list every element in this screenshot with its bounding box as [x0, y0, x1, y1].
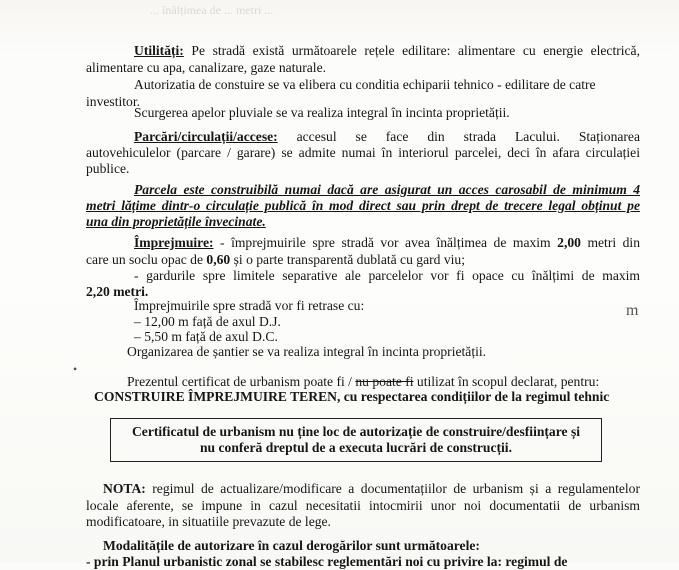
parcari-line-3: publice.	[86, 161, 130, 176]
margin-dot: •	[73, 362, 78, 376]
imprejmuire-soclu-value: 0,60	[206, 252, 231, 267]
nota-text-1: regimul de actualizare/modificare a documentațiilor de urbanism și a regulamentelor	[145, 481, 640, 496]
prezentul-text-1a: Prezentul certificat de urbanism poate fi /	[127, 374, 356, 389]
imprejmuire-text-1a: - împrejmuirile spre stradă vor avea înălțimea de maxim	[213, 235, 558, 250]
parcela-line-2: metri lățime dintr-o circulație publică în mod direct sau prin drept de trecere legal obținut pe	[86, 198, 640, 213]
imprejmuire-line-8: Organizarea de șantier se va realiza integral în incinta proprietății.	[127, 344, 487, 359]
utilitati-line-5: Scurgerea apelor pluviale se va realiza integral în incinta proprietății.	[134, 105, 510, 120]
nota-line-1	[103, 480, 640, 497]
imprejmuire-line-3: - gardurile spre limitele separative ale parcelelor vor fi opace cu înălțimi de maxim	[134, 268, 640, 283]
margin-mark: m	[626, 302, 639, 319]
modalitati-heading: Modalitățile de autorizare în cazul derogărilor sunt următoarele:	[103, 538, 480, 553]
nota-label: NOTA:	[103, 481, 146, 496]
nota-line-3: modificatoare, in situatiile prevazute de lege.	[86, 514, 331, 529]
parcela-line-3: una din proprietățile învecinate.	[86, 214, 266, 229]
notice-line-1: Certificatul de urbanism nu ține loc de autorizație de construire/desființare și	[131, 424, 581, 439]
imprejmuire-text-2a: care un soclu opac de	[86, 252, 207, 267]
prezentul-struck-text: nu poate fi	[355, 374, 414, 389]
modalitati-line-2: - prin Planul urbanistic zonal se stabilesc reglementări noi cu privire la: regimul de	[86, 554, 568, 569]
imprejmuire-line-1	[134, 234, 640, 251]
utilitati-line-3: Autorizatia de constuire se va elibera cu conditia echiparii tehnico - edilitare de catre	[134, 77, 596, 92]
urbanism-notice-box	[110, 418, 602, 462]
imprejmuire-text-2c: și o parte transparentă dublată cu gard viu;	[230, 252, 465, 267]
parcari-line-1	[134, 128, 640, 145]
utilitati-line-1	[134, 42, 640, 59]
utilitati-line-2: alimentare cu apa, canalizare, gaze naturale.	[86, 60, 326, 75]
prezentul-text-1c: utilizat în scopul declarat, pentru:	[413, 374, 600, 389]
utilitati-text-1: Pe stradă există următoarele rețele edilitare: alimentare cu energie electrică,	[183, 43, 640, 58]
imprejmuire-height-value: 2,00	[557, 235, 581, 250]
prezentul-line-2: CONSTRUIRE ÎMPREJMUIRE TEREN, cu respectarea condițiilor de la regimul tehnic	[94, 389, 610, 404]
imprejmuire-label: Împrejmuire:	[134, 235, 214, 250]
parcari-text-1: accesul se face din strada Lacului. Staționarea	[277, 129, 640, 144]
parcari-label: Parcări/circulații/accese:	[134, 129, 278, 144]
imprejmuire-text-1c: metri din	[580, 235, 641, 250]
parcari-line-2: autovehiculelor (parcare / garare) se admite numai în interiorul parcelei, deci în afara circulației	[86, 145, 640, 160]
nota-line-2: locale aferente, se impune in cazul necesitatii intocmirii unor noi documentatii de urbanism	[86, 498, 640, 513]
faint-header-text: ... înălțimea de ... metri ...	[150, 3, 274, 17]
imprejmuire-line-4: 2,20 metri.	[86, 284, 149, 299]
imprejmuire-line-2	[86, 251, 465, 268]
utilitati-label: Utilități:	[134, 43, 184, 58]
imprejmuire-line-6: – 12,00 m față de axul D.J.	[134, 314, 281, 329]
notice-line-2: nu conferă dreptul de a executa lucrări de construcții.	[200, 440, 512, 455]
utilitati-line-4: investitor.	[86, 94, 140, 109]
imprejmuire-line-5: Împrejmuirile spre stradă vor fi retrase cu:	[134, 298, 365, 313]
parcela-line-1: Parcela este construibilă numai dacă are asigurat un acces carosabil de minimum 4	[134, 182, 640, 197]
imprejmuire-line-7: – 5,50 m față de axul D.C.	[134, 329, 278, 344]
